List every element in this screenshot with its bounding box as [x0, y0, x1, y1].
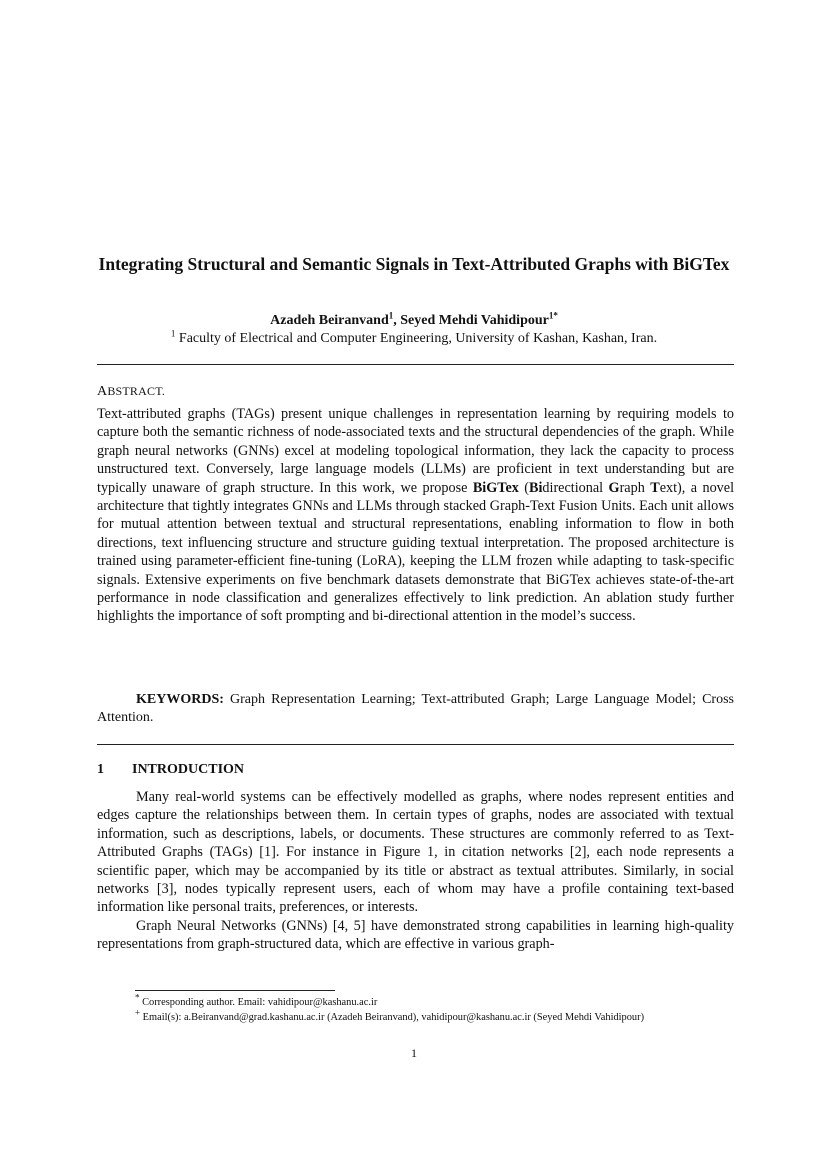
section-heading [97, 762, 244, 778]
abstract-text [97, 405, 734, 626]
affiliation-mark: 1 [170, 328, 176, 339]
footnote-divider [135, 990, 335, 991]
acronym-bi: Bi [529, 479, 543, 496]
abstract-heading [97, 384, 165, 400]
abstract-part-2: ), a novel architecture that tightly integrates GNNs and LLMs through stacked Graph-Text Fusion Units. Each unit allows for mutual attention between textual and structural representations, enabling information to flow in both directions, text influencing structure and structure guiding textual interpretation. The proposed architecture is trained using parameter-efficient fine-tuning (LoRA), keeping the LLM frozen while adapting to task-specific signals. Extensive experiments on five benchmark datasets demonstrate that BiGTex achieves state-of-the-art performance in node classification and generalizes effectively to link prediction. An ablation study further highlights the importance of soft prompting and bi-directional attention in the model’s success. [97, 479, 735, 625]
author-1-affil-mark: 1 [388, 310, 394, 321]
acronym-t-rest: ext [659, 479, 678, 496]
footnote-emails [135, 1007, 735, 1025]
author-separator: , [393, 313, 401, 328]
body-paragraph: Many real-world systems can be effectively modelled as graphs, where nodes represent entities and edges capture the relationships between them. In certain types of graphs, nodes are associated with textual information, such as descriptions, labels, or documents. These structures are commonly referred to as Text-Attributed Graphs (TAGs) [1]. For instance in Figure 1, in citation networks [2], each node represents a scientific paper, which may be accompanied by its title or abstract as textual attributes. Similarly, in social networks [3], nodes typically represent users, each of whom may have a profile containing text-based information like personal traits, preferences, or interests. [97, 789, 734, 916]
affiliation-text: Faculty of Electrical and Computer Engineering, University of Kashan, Kashan, Iran. [178, 331, 658, 346]
top-divider [97, 364, 734, 365]
abstract-model-name: BiGTex [472, 479, 519, 496]
section-title: INTRODUCTION [132, 762, 245, 777]
affiliation [90, 330, 738, 348]
acronym-g: G [608, 479, 620, 496]
footnote-1-mark: * [135, 992, 140, 1003]
introduction-body [97, 788, 734, 954]
author-2-affil-mark: 1* [548, 310, 558, 321]
page-number: 1 [411, 1046, 417, 1060]
paper-title: Integrating Structural and Semantic Signals in Text-Attributed Graphs with BiGTex [98, 254, 730, 274]
acronym-bi-rest: directional [542, 479, 609, 496]
keywords [97, 691, 734, 728]
abstract-part-1: Text-attributed graphs (TAGs) present unique challenges in representation learning by requiring models to capture both the semantic richness of node-associated texts and the structural dependencies of the graph. While graph neural networks (GNNs) excel at modeling topological information, they lack the capacity to process unstructured text. Conversely, large language models (LLMs) are proficient in text understanding but are typically unaware of graph structure. In this work, we propose [97, 406, 734, 496]
acronym-g-rest: raph [619, 479, 651, 496]
bottom-divider [97, 744, 734, 745]
footnote-2-mark: + [135, 1007, 141, 1018]
author-2-name: Seyed Mehdi Vahidipour [400, 313, 549, 328]
author-line [90, 312, 738, 330]
author-1-name: Azadeh Beiranvand [270, 313, 389, 328]
keywords-text: Graph Representation Learning; Text-attributed Graph; Large Language Model; Cross Attention. [97, 692, 734, 726]
keywords-label: KEYWORDS: [136, 692, 224, 707]
acronym-t: T [650, 479, 660, 496]
section-number: 1 [97, 762, 104, 777]
body-paragraph: Graph Neural Networks (GNNs) [4, 5] have demonstrated strong capabilities in learning high-quality representations from graph-structured data, which are effective in various graph- [97, 917, 734, 953]
abstract-heading-initial: A [97, 384, 108, 399]
footnote-1-text: Corresponding author. Email: vahidipour@kashanu.ac.ir [139, 997, 378, 1008]
footnote-2-text: Email(s): a.Beiranvand@grad.kashanu.ac.ir (Azadeh Beiranvand), vahidipour@kashanu.ac.ir (Seyed Mehdi Vahidipour) [140, 1012, 645, 1023]
footnote-corresponding [135, 992, 735, 1010]
abstract-paren-open: ( [518, 479, 530, 496]
abstract-heading-rest: BSTRACT. [107, 384, 166, 398]
